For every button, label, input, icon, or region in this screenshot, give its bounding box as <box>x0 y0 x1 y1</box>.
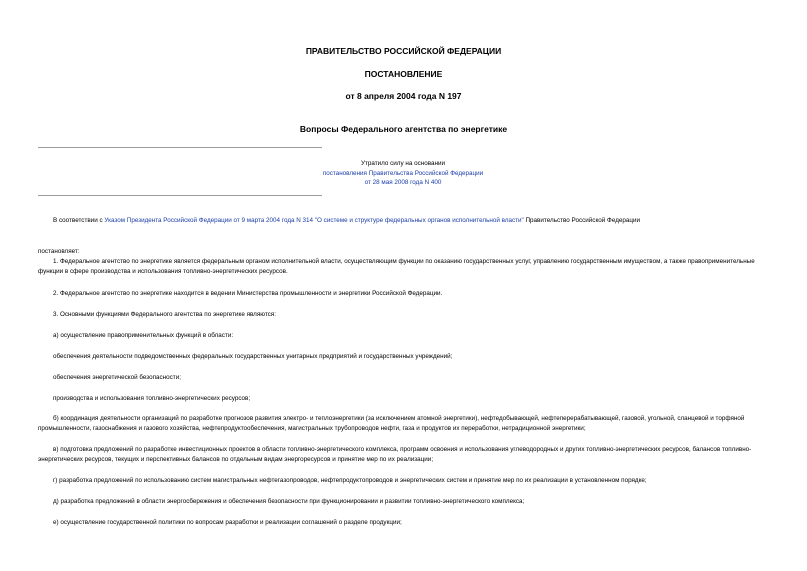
paragraph-3a-item-1: обеспечения деятельности подведомственных федеральных государственных унитарных предприятий и государственных учреждений; <box>53 353 453 360</box>
paragraph-3e: е) осуществление государственной политики по вопросам разработки и реализации соглашений о разделе продукции; <box>53 519 402 526</box>
paragraph-3a: а) осуществление правоприменительных функций в области: <box>53 332 234 339</box>
paragraph-1: 1. Федеральное агентство по энергетике является федеральным органом исполнительной власти, осуществляющим функции по оказанию государственных услуг, управлению государственным имуществом, а также правоприменительные функции в сфере производства и использования топливно-энергетических ресурсов. <box>38 258 755 275</box>
decides-text: постановляет: <box>38 248 80 255</box>
paragraph-3: 3. Основными функциями Федерального агентства по энергетике являются: <box>53 311 276 318</box>
preamble-after-link: Правительство Российской Федерации <box>525 217 641 224</box>
paragraph-3b: б) координация деятельности организаций по разработке прогнозов развития электро- и теплоэнергетики (за исключением атомной энергетики), нефтедобывающей, нефтеперерабатывающей, газовой, угольной, сланцевой и торфяной промышленности, газоснабжения и газового хозяйства, нефтепродуктообеспечения, магистральных трубопроводов нефти, газа и продуктов их переработки, нетрадиционной энергетики; <box>38 415 745 432</box>
status-note-link-date[interactable]: от 28 мая 2008 года N 400 <box>364 179 442 187</box>
paragraph-2: 2. Федеральное агентство по энергетике находится в ведении Министерства промышленности и энергетики Российской Федерации. <box>53 290 443 297</box>
decree-link[interactable]: Указом Президента Российской Федерации от 9 марта 2004 года N 314 "О системе и структуре федеральных органов исполнительной власти" <box>104 217 524 224</box>
preamble-paragraph <box>38 216 768 226</box>
paragraph-3v: в) подготовка предложений по разработке инвестиционных проектов в области топливно-энергетического комплекса, программ освоения и использования углеводородных и других топливно-энергетических ресурсов, балансов топливно-энергетических ресурсов, текущих и перспективных балансов по отдельным видам энергоресурсов и принятие мер по их реализации; <box>38 446 752 463</box>
document-title: Вопросы Федерального агентства по энергетике <box>299 124 508 134</box>
status-note <box>280 159 526 188</box>
paragraph-3a-item-2: обеспечения энергетической безопасности; <box>53 374 181 381</box>
date-number-heading: от 8 апреля 2004 года N 197 <box>345 91 462 101</box>
paragraph-3g: г) разработка предложений по использованию систем магистральных нефтегазопроводов, нефтепродуктопроводов и энергетических систем и принятие мер по их реализации в установленном порядке; <box>53 477 647 484</box>
document-type-heading: ПОСТАНОВЛЕНИЕ <box>364 69 443 79</box>
top-divider <box>38 147 322 148</box>
bottom-divider <box>38 195 322 196</box>
status-note-text: Утратило силу на основании <box>360 160 446 167</box>
government-heading: ПРАВИТЕЛЬСТВО РОССИЙСКОЙ ФЕДЕРАЦИИ <box>305 46 502 56</box>
preamble-intro: В соответствии с <box>53 217 103 224</box>
paragraph-3d: д) разработка предложений в области энергосбережения и обеспечения безопасности при функционировании и развитии топливно-энергетического комплекса; <box>53 498 525 505</box>
paragraph-3a-item-3: производства и использования топливно-энергетических ресурсов; <box>53 395 251 402</box>
status-note-link[interactable]: постановления Правительства Российской Федерации <box>322 169 484 177</box>
